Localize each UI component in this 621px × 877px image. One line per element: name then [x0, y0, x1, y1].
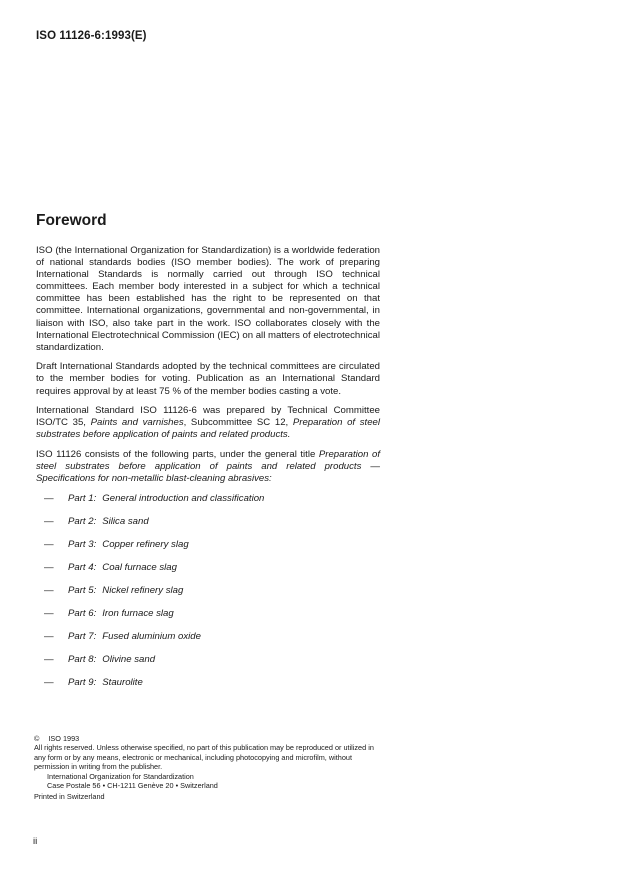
part-title: Coal furnace slag — [102, 562, 177, 574]
part-label: Part 8: — [68, 654, 97, 666]
copyright-line — [34, 734, 380, 743]
part-item — [36, 654, 380, 677]
page-number: ii — [33, 836, 38, 847]
part-label: Part 9: — [68, 677, 97, 689]
dash: — — [44, 608, 54, 620]
part-title: Nickel refinery slag — [102, 585, 184, 597]
p3-sc-title: Preparation of steel substrates before application of paints and related products. — [36, 417, 380, 441]
copyright-symbol: © — [34, 734, 40, 743]
dash: — — [44, 631, 54, 643]
part-label: Part 7: — [68, 631, 97, 643]
publisher-name: International Organization for Standardization — [47, 771, 194, 781]
part-item — [36, 608, 380, 631]
document-id: ISO 11126-6:1993(E) — [36, 30, 147, 42]
rights-statement: All rights reserved. Unless otherwise specified, no part of this publication may be reproduced or utilized in any form or by any means, electronic or mechanical, including photocopying and microfilm, without permission in writing from the publisher. — [34, 743, 374, 772]
p3-text-c: , Subcommittee SC 12, — [183, 417, 293, 429]
part-item — [36, 562, 380, 585]
foreword-body — [36, 245, 380, 700]
dash: — — [44, 585, 54, 597]
part-label: Part 3: — [68, 539, 97, 551]
dash: — — [44, 654, 54, 666]
parts-list — [36, 493, 380, 700]
part-label: Part 6: — [68, 608, 97, 620]
foreword-paragraph-2: Draft International Standards adopted by the technical committees are circulated to the member bodies for voting. Publication as an International Standard requires approval by at least 75 % of the member bodies casting a vote. — [36, 361, 380, 397]
part-label: Part 1: — [68, 493, 97, 505]
part-title: Iron furnace slag — [102, 608, 174, 620]
p3-tc-title: Paints and varnishes — [90, 417, 184, 429]
publisher-address: Case Postale 56 • CH-1211 Genève 20 • Switzerland — [47, 781, 218, 791]
foreword-paragraph-3 — [36, 405, 380, 441]
part-title: Silica sand — [102, 516, 149, 528]
copyright-block — [34, 734, 380, 802]
part-label: Part 2: — [68, 516, 97, 528]
part-label: Part 4: — [68, 562, 97, 574]
part-label: Part 5: — [68, 585, 97, 597]
part-title: Staurolite — [102, 677, 143, 689]
p3-text-a: International Standard ISO 11126-6 was prepared by Technical Committee ISO/TC 35, — [36, 405, 380, 429]
p4-general-title: Preparation of steel substrates before application of paints and related products — Specifications for non-metallic blast-cleaning abrasives: — [36, 448, 380, 485]
p4-text-a: ISO 11126 consists of the following parts, under the general title — [36, 448, 319, 460]
part-item — [36, 585, 380, 608]
part-item — [36, 631, 380, 654]
foreword-paragraph-1: ISO (the International Organization for Standardization) is a worldwide federation of national standards bodies (ISO member bodies). The work of preparing International Standards is normally carried out through ISO technical committees. Each member body interested in a subject for which a technical committee has been established has the right to be represented on that committee. International organizations, governmental and non-governmental, in liaison with ISO, also take part in the work. ISO collaborates closely with the International Electrotechnical Commission (IEC) on all matters of electrotechnical standardization. — [36, 245, 380, 353]
copyright-owner: ISO 1993 — [48, 734, 80, 743]
part-title: Fused aluminium oxide — [102, 631, 201, 643]
dash: — — [44, 677, 54, 689]
part-item — [36, 677, 380, 700]
part-item — [36, 539, 380, 562]
foreword-paragraph-4 — [36, 449, 380, 485]
printed-in: Printed in Switzerland — [34, 792, 105, 802]
part-title: Olivine sand — [102, 654, 156, 666]
foreword-heading: Foreword — [36, 212, 107, 229]
dash: — — [44, 539, 54, 551]
dash: — — [44, 516, 54, 528]
dash: — — [44, 493, 54, 505]
part-item — [36, 516, 380, 539]
part-item — [36, 493, 380, 516]
part-title: Copper refinery slag — [102, 539, 189, 551]
dash: — — [44, 562, 54, 574]
part-title: General introduction and classification — [102, 493, 265, 505]
